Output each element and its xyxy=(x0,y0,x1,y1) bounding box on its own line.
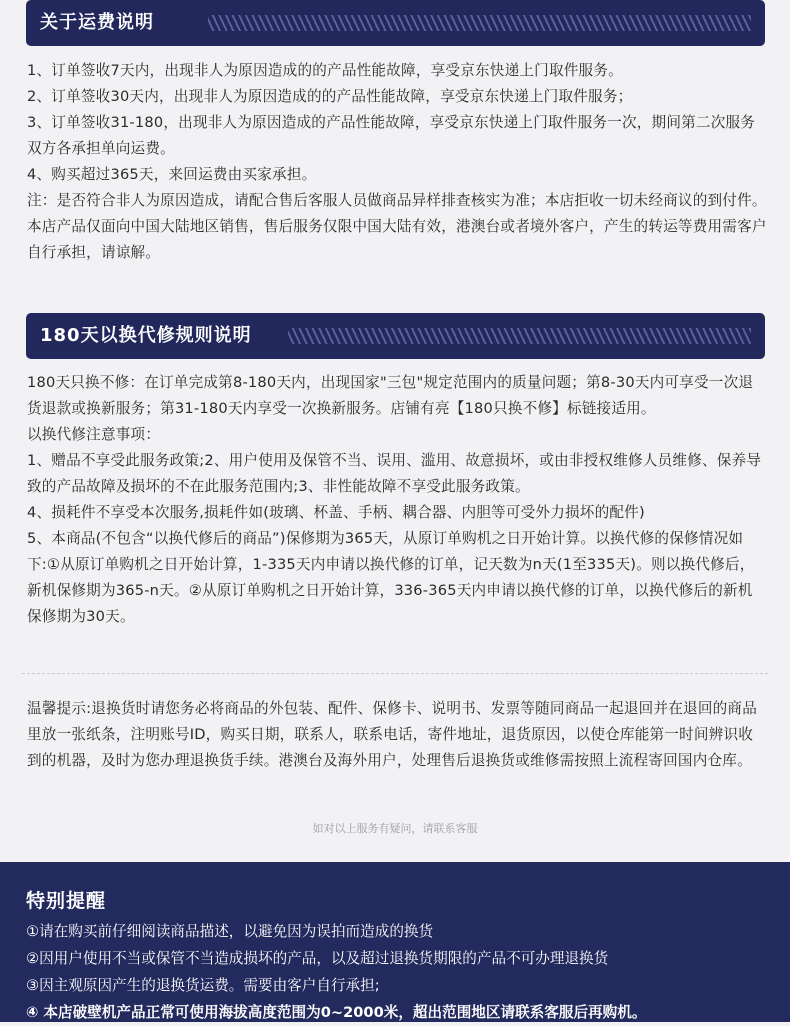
replace-paragraph: 1、赠品不享受此服务政策;2、用户使用及保管不当、误用、滥用、故意损坏，或由非授权维修人员维修、保养导致的产品故障及损坏的不在此服务范围内;3、非性能故障不享受此服务政策。 xyxy=(27,452,762,495)
replace-notes-heading: 以换代修注意事项： xyxy=(27,426,161,443)
freight-paragraph: 3、订单签收31-180，出现非人为原因造成的产品性能故障，享受京东快递上门取件服务一次，期间第二次服务双方各承担单向运费。 xyxy=(27,114,756,157)
warm-tip-paragraph: 温馨提示:退换货时请您务必将商品的外包装、配件、保修卡、说明书、发票等随同商品一起退回并在退回的商品里放一张纸条，注明账号ID，购买日期，联系人，联系电话，寄件地址，退货原因，以使仓库能第一时间辨识收到的机器，及时为您办理退换货手续。港澳台及海外用户，处理售后退换货或维修需按照上流程寄回国内仓库。 xyxy=(27,700,758,769)
replace-section-body xyxy=(27,370,767,630)
banner-stripe-decoration xyxy=(288,328,751,344)
replace-paragraph: 5、本商品(不包含“以换代修后的商品”)保修期为365天，从原订单购机之日开始计算。以换代修的保修情况如下:①从原订单购机之日开始计算，1-335天内申请以换代修的订单，记天数为n天(1至335天)。则以换代修后，新机保修期为365-n天。②从原订单购机之日开始计算，336-365天内申请以换代修的订单，以换代修后的新机保修期为30天。 xyxy=(27,530,755,625)
replace-paragraph: 4、损耗件不享受本次服务,损耗件如(玻璃、杯盖、手柄、耦合器、内胆等可受外力损坏的配件) xyxy=(27,504,645,521)
banner-stripe-decoration xyxy=(208,15,751,31)
replace-section-title: 180天以换代修规则说明 xyxy=(40,325,252,346)
freight-note-paragraph: 注：是否符合非人为原因造成，请配合售后客服人员做商品异样排查核实为准；本店拒收一切未经商议的到付件。 xyxy=(27,192,767,209)
special-notice-item: ③因主观原因产生的退换货运费。需要由客户自行承担; xyxy=(26,977,380,994)
freight-region-paragraph: 本店产品仅面向中国大陆地区销售，售后服务仅限中国大陆有效，港澳台或者境外客户，产生的转运等费用需客户自行承担，请谅解。 xyxy=(27,218,767,261)
freight-section-title: 关于运费说明 xyxy=(40,12,154,33)
special-notice-title: 特别提醒 xyxy=(26,890,107,912)
special-notice-item: ④ 本店破壁机产品正常可使用海拔高度范围为0~2000米，超出范围地区请联系客服后再购机。 xyxy=(26,1004,647,1021)
contact-service-note: 如对以上服务有疑问，请联系客服 xyxy=(312,822,478,835)
replace-paragraph: 180天只换不修：在订单完成第8-180天内，出现国家"三包"规定范围内的质量问题；第8-30天内可享受一次退货退款或换新服务；第31-180天内享受一次换新服务。店铺有亮【180只换不修】标链接适用。 xyxy=(27,374,754,417)
freight-paragraph: 1、订单签收7天内，出现非人为原因造成的的产品性能故障，享受京东快递上门取件服务。 xyxy=(27,62,623,79)
freight-section-body xyxy=(27,58,767,266)
freight-paragraph: 2、订单签收30天内，出现非人为原因造成的的产品性能故障，享受京东快递上门取件服务； xyxy=(27,88,633,105)
special-notice-panel xyxy=(0,862,790,1022)
freight-paragraph: 4、购买超过365天，来回运费由买家承担。 xyxy=(27,166,317,183)
freight-section-banner xyxy=(26,0,765,46)
special-notice-item: ②因用户使用不当或保管不当造成损坏的产品，以及超过退换货期限的产品不可办理退换货 xyxy=(26,950,609,967)
warm-tip-body xyxy=(27,696,767,774)
replace-section-banner xyxy=(26,313,765,359)
section-divider xyxy=(22,673,768,674)
special-notice-item: ①请在购买前仔细阅读商品描述，以避免因为误拍而造成的换货 xyxy=(26,923,434,940)
special-notice-list xyxy=(26,918,776,1026)
